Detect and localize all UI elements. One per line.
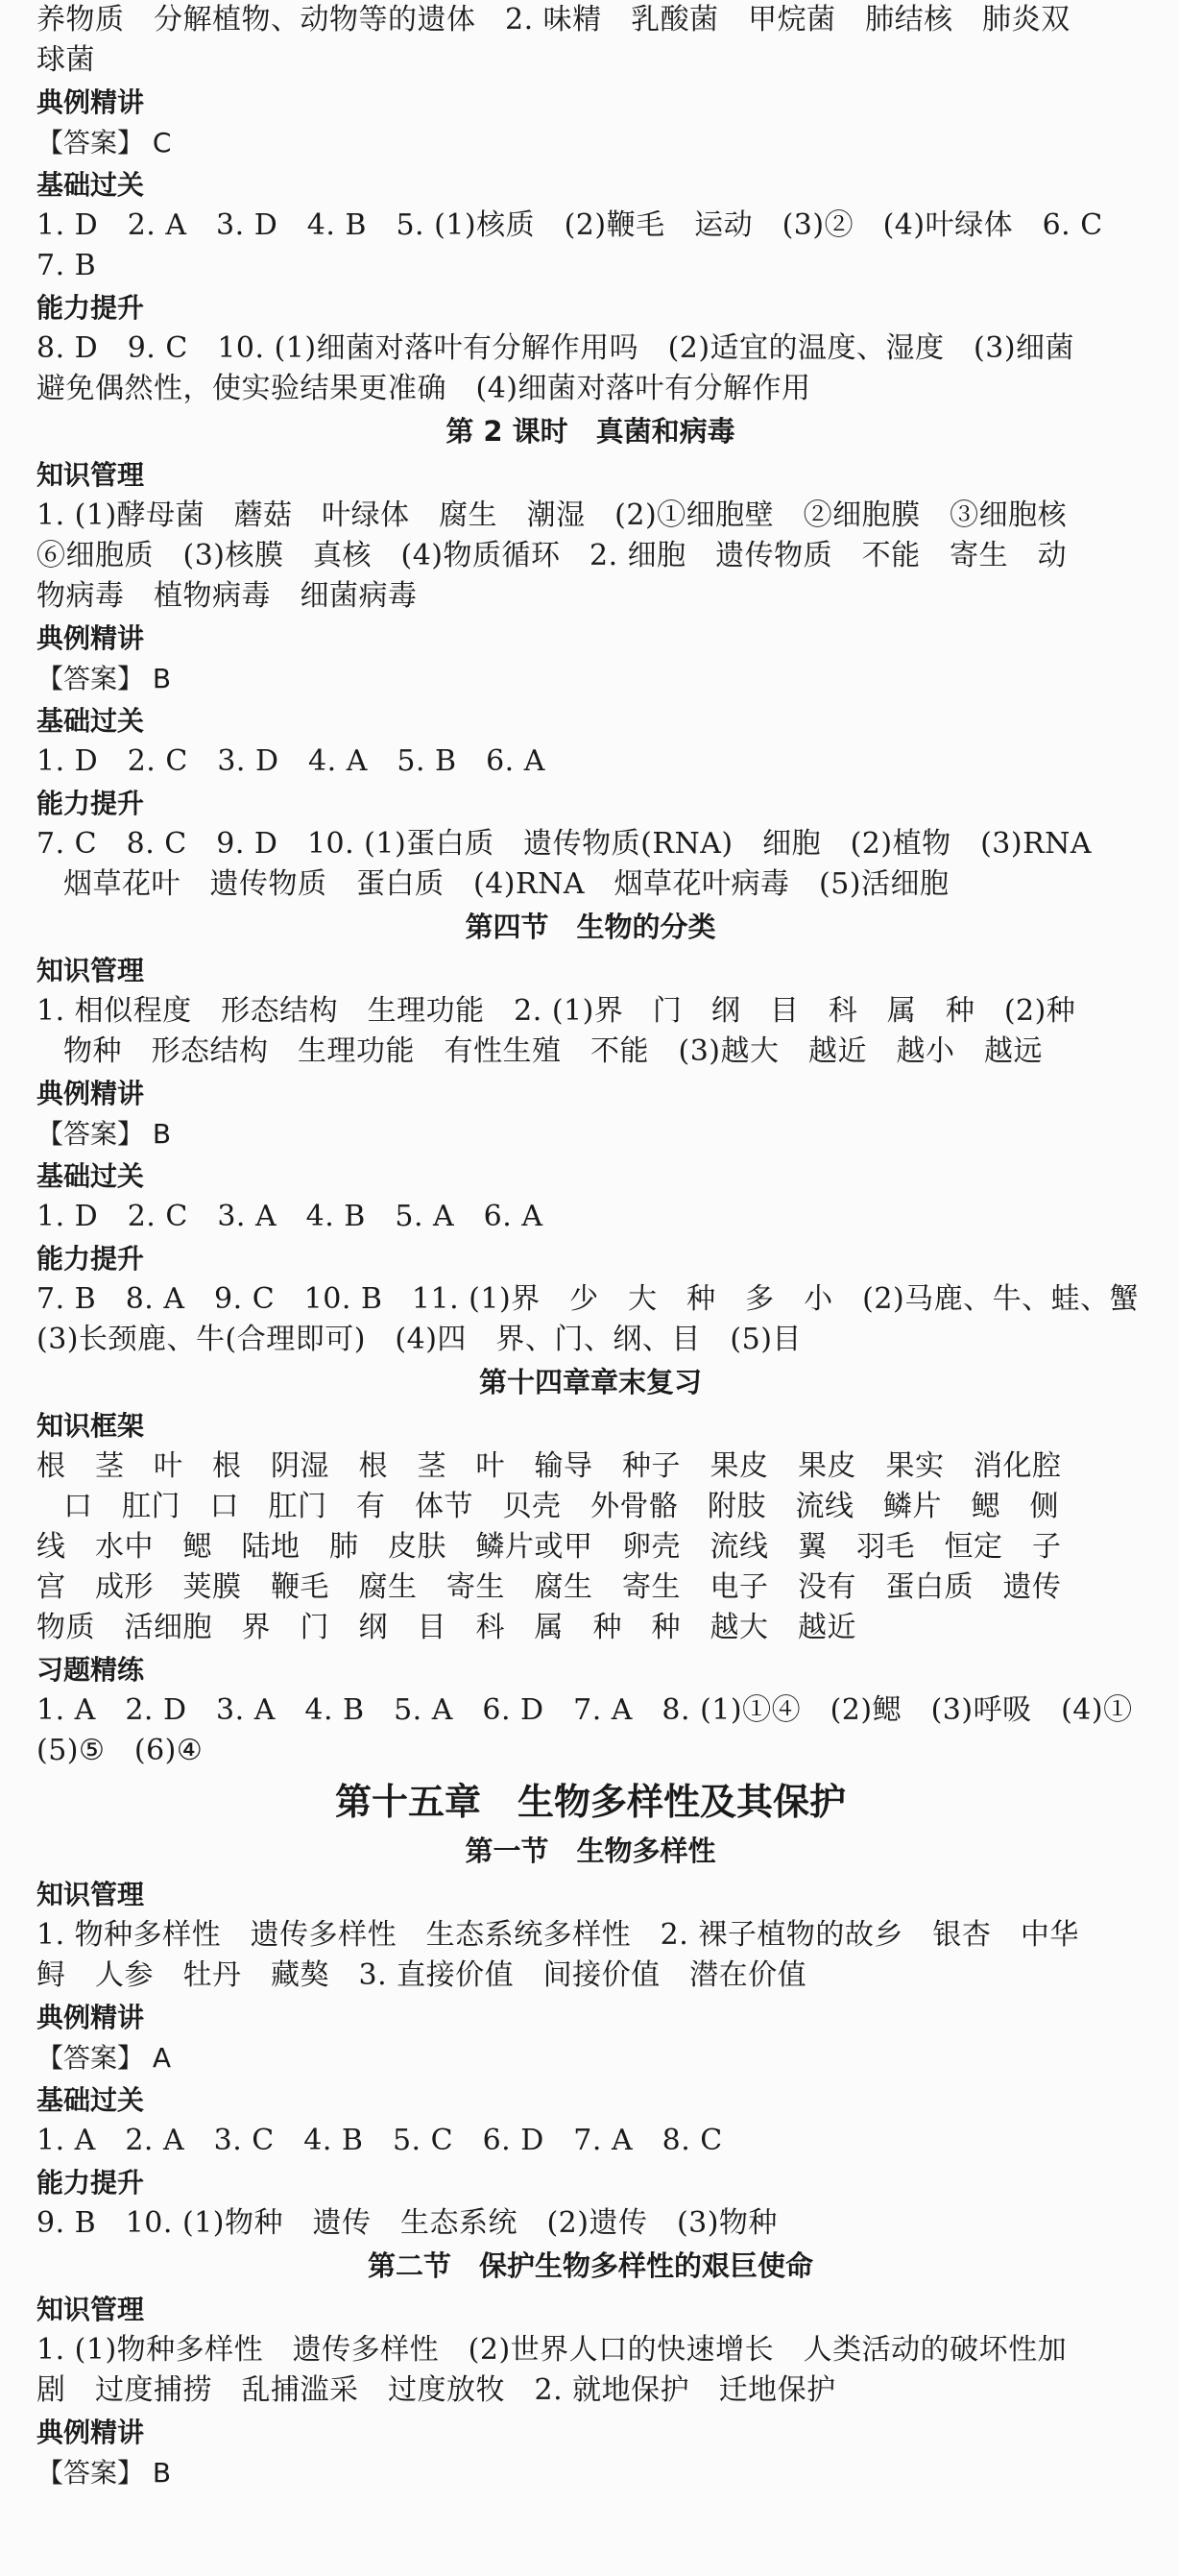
- section-heading: 能力提升: [36, 2167, 145, 2199]
- section-heading: 知识框架: [36, 1410, 145, 1442]
- text-line: 7. B 8. A 9. C 10. B 11. (1)界 少 大 种 多 小 (2)马鹿、牛、蛙、蟹: [36, 1282, 1140, 1316]
- text-line: 7. C 8. C 9. D 10. (1)蛋白质 遗传物质(RNA) 细胞 (2)植物 (3)RNA: [36, 827, 1093, 861]
- section-heading: 基础过关: [36, 2084, 145, 2116]
- text-line: 7. B: [36, 249, 97, 282]
- text-line: (5)⑤ (6)④: [36, 1734, 204, 1767]
- answer-line: 【答案】 A: [36, 2042, 172, 2074]
- text-line: 球菌: [36, 43, 95, 77]
- text-line: 剧 过度捕捞 乱捕滥采 过度放牧 2. 就地保护 迁地保护: [36, 2373, 836, 2407]
- text-line: 宫 成形 荚膜 鞭毛 腐生 寄生 腐生 寄生 电子 没有 蛋白质 遗传: [36, 1570, 1062, 1604]
- text-line: (3)长颈鹿、牛(合理即可) (4)四 界、门、纲、目 (5)目: [36, 1323, 802, 1356]
- section-heading: 习题精练: [36, 1654, 145, 1686]
- text-line: 物质 活细胞 界 门 纲 目 科 属 种 种 越大 越近: [36, 1611, 856, 1644]
- section-heading: 知识管理: [36, 1879, 145, 1910]
- text-line: 1. D 2. C 3. D 4. A 5. B 6. A: [36, 744, 545, 778]
- text-line: 1. (1)物种多样性 遗传多样性 (2)世界人口的快速增长 人类活动的破坏性加: [36, 2333, 1068, 2367]
- text-line: 8. D 9. C 10. (1)细菌对落叶有分解作用吗 (2)适宜的温度、湿度 (3)细菌: [36, 331, 1075, 365]
- answer-line: 【答案】 C: [36, 127, 172, 158]
- text-line: 线 水中 鳃 陆地 肺 皮肤 鳞片或甲 卵壳 流线 翼 羽毛 恒定 子: [36, 1530, 1062, 1564]
- text-line: 物病毒 植物病毒 细菌病毒: [36, 579, 418, 613]
- text-line: 9. B 10. (1)物种 遗传 生态系统 (2)遗传 (3)物种: [36, 2206, 778, 2240]
- answer-line: 【答案】 B: [36, 2457, 172, 2489]
- text-line: 1. D 2. C 3. A 4. B 5. A 6. A: [36, 1200, 543, 1233]
- lesson-title: 第一节 生物多样性: [465, 1835, 716, 1867]
- text-line: 养物质 分解植物、动物等的遗体 2. 味精 乳酸菌 甲烷菌 肺结核 肺炎双: [36, 3, 1071, 36]
- section-heading: 典例精讲: [36, 1078, 145, 1109]
- text-line: 烟草花叶 遗传物质 蛋白质 (4)RNA 烟草花叶病毒 (5)活细胞: [63, 867, 950, 901]
- lesson-title: 第十四章章末复习: [478, 1366, 702, 1398]
- text-line: 鲟 人参 牡丹 藏獒 3. 直接价值 间接价值 潜在价值: [36, 1958, 807, 1992]
- lesson-title: 第四节 生物的分类: [465, 911, 716, 943]
- chapter-title: 第十五章 生物多样性及其保护: [334, 1781, 846, 1823]
- section-heading: 典例精讲: [36, 2002, 145, 2033]
- text-line: 1. 物种多样性 遗传多样性 生态系统多样性 2. 裸子植物的故乡 银杏 中华: [36, 1918, 1079, 1952]
- section-heading: 知识管理: [36, 955, 145, 986]
- section-heading: 典例精讲: [36, 86, 145, 118]
- text-line: 1. A 2. D 3. A 4. B 5. A 6. D 7. A 8. (1)①④ (2)鳃 (3)呼吸 (4)①: [36, 1693, 1133, 1727]
- text-line: 1. (1)酵母菌 蘑菇 叶绿体 腐生 潮湿 (2)①细胞壁 ②细胞膜 ③细胞核: [36, 498, 1068, 532]
- text-line: ⑥细胞质 (3)核膜 真核 (4)物质循环 2. 细胞 遗传物质 不能 寄生 动: [36, 539, 1068, 572]
- text-line: 物种 形态结构 生理功能 有性生殖 不能 (3)越大 越近 越小 越远: [63, 1034, 1043, 1068]
- section-heading: 基础过关: [36, 1160, 145, 1192]
- section-heading: 基础过关: [36, 705, 145, 737]
- lesson-title: 第 2 课时 真菌和病毒: [445, 415, 735, 448]
- text-line: 1. 相似程度 形态结构 生理功能 2. (1)界 门 纲 目 科 属 种 (2)种: [36, 994, 1076, 1028]
- section-heading: 知识管理: [36, 459, 145, 491]
- answer-line: 【答案】 B: [36, 1118, 172, 1150]
- text-line: 根 茎 叶 根 阴湿 根 茎 叶 输导 种子 果皮 果皮 果实 消化腔: [36, 1449, 1062, 1483]
- section-heading: 典例精讲: [36, 2417, 145, 2448]
- section-heading: 能力提升: [36, 788, 145, 819]
- text-line: 口 肛门 口 肛门 有 体节 贝壳 外骨骼 附肢 流线 鳞片 鳃 侧: [63, 1490, 1059, 1523]
- section-heading: 基础过关: [36, 169, 145, 201]
- section-heading: 典例精讲: [36, 622, 145, 654]
- text-line: 1. A 2. A 3. C 4. B 5. C 6. D 7. A 8. C: [36, 2124, 723, 2157]
- section-heading: 知识管理: [36, 2294, 145, 2325]
- section-heading: 能力提升: [36, 1243, 145, 1275]
- answer-line: 【答案】 B: [36, 663, 172, 694]
- text-line: 避免偶然性，使实验结果更准确 (4)细菌对落叶有分解作用: [36, 372, 811, 405]
- section-heading: 能力提升: [36, 292, 145, 324]
- lesson-title: 第二节 保护生物多样性的艰巨使命: [367, 2249, 813, 2282]
- text-line: 1. D 2. A 3. D 4. B 5. (1)核质 (2)鞭毛 运动 (3)② (4)叶绿体 6. C: [36, 208, 1103, 242]
